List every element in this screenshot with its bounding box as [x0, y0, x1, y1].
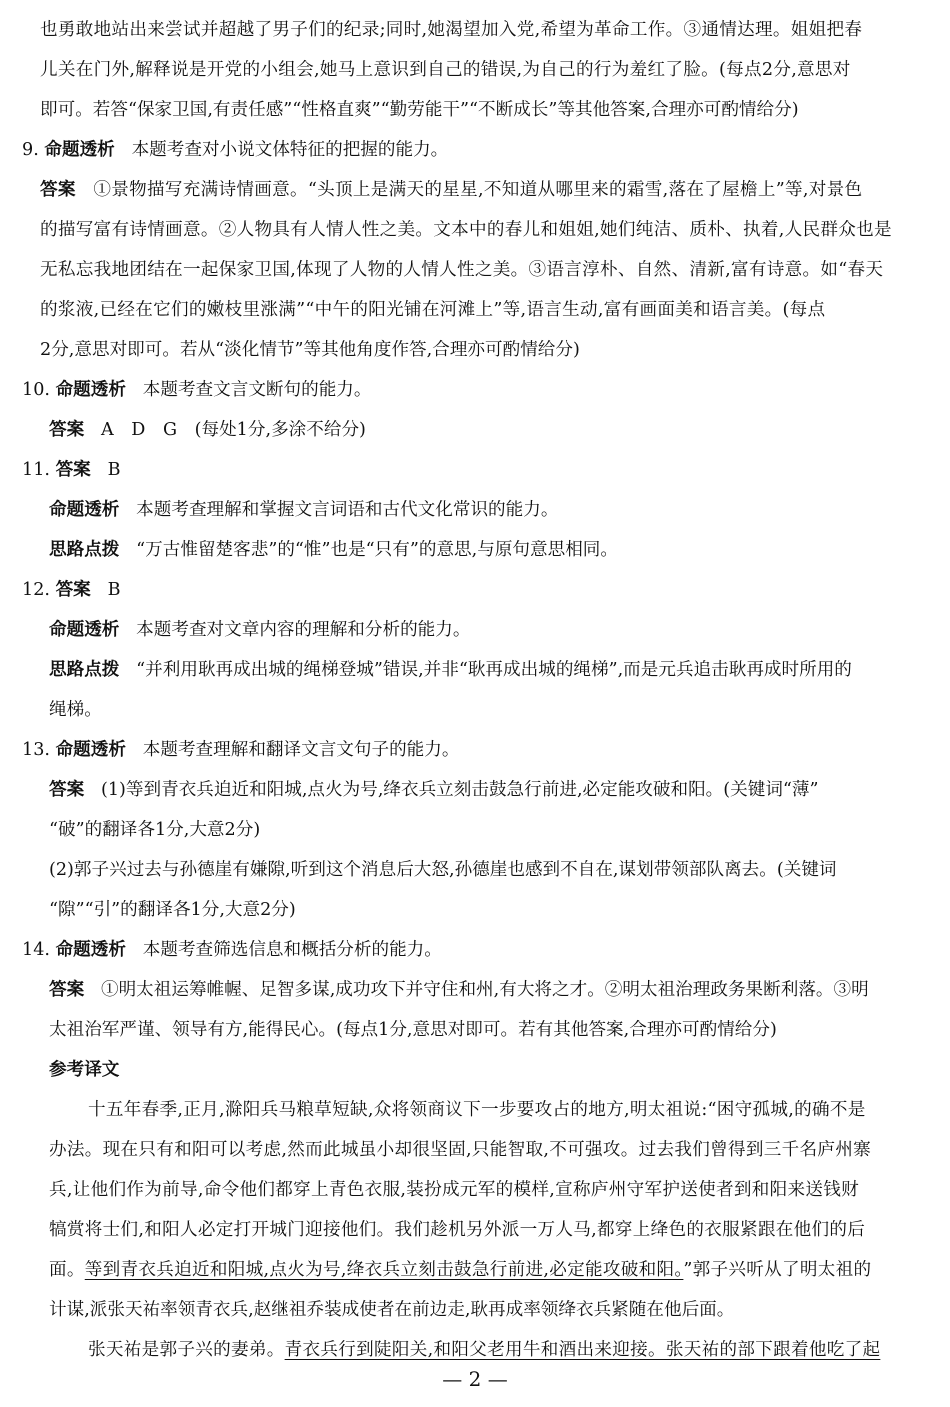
answer-label: 答案: [55, 460, 91, 480]
question-14: [22, 938, 442, 962]
answer-line: [49, 778, 819, 802]
reference-translation-title: 参考译文: [49, 1060, 120, 1080]
answer-text: ①明太祖运筹帷幄、足智多谋,成功攻下并守住和州,有大将之才。②明太祖治理政务果断利落。③明: [100, 980, 869, 1000]
translation-text: 面。: [49, 1260, 85, 1280]
answer-text: A D G (每处1分,多涂不给分): [100, 420, 366, 440]
answer-line: [49, 978, 869, 1002]
section-text: 本题考查理解和翻译文言文句子的能力。: [142, 740, 460, 760]
tip-text: “并利用耿再成出城的绳梯登城”错误,并非“耿再成出城的绳梯”,而是元兵追击耿再成时所用的: [136, 660, 852, 680]
text-line: “隙”“引”的翻译各1分,大意2分): [49, 900, 296, 920]
question-number: 11.: [22, 460, 50, 480]
answer-line: [49, 418, 366, 442]
section-text: 本题考查理解和掌握文言词语和古代文化常识的能力。: [136, 500, 559, 520]
text-line: (2)郭子兴过去与孙德崖有嫌隙,听到这个消息后大怒,孙德崖也感到不自在,谋划带领部队离去。(关键词: [49, 860, 837, 880]
tip-label: 思路点拨: [49, 540, 120, 560]
text-line: 无私忘我地团结在一起保家卫国,体现了人物的人情人性之美。③语言淳朴、自然、清新,富有诗意。如“春天: [40, 260, 884, 280]
section-label: 命题透析: [55, 940, 126, 960]
translation-line: 兵,让他们作为前导,命令他们都穿上青色衣服,装扮成元军的模样,宣称庐州守军护送使者到和阳来送钱财: [49, 1180, 859, 1200]
section-label: 命题透析: [55, 380, 126, 400]
section-text: 本题考查对小说文体特征的把握的能力。: [131, 140, 449, 160]
answer-text: B: [107, 460, 121, 480]
question-number: 9.: [22, 140, 39, 160]
question-9: [22, 138, 448, 162]
translation-text: ”郭子兴听从了明太祖的: [683, 1260, 872, 1280]
translation-line: 办法。现在只有和阳可以考虑,然而此城虽小却很坚固,只能智取,不可强攻。过去我们曾得到三千名庐州寨: [49, 1140, 871, 1160]
translation-text: 张天祐是郭子兴的妻弟。: [88, 1340, 285, 1360]
question-number: 10.: [22, 380, 50, 400]
text-line: 儿关在门外,解释说是开党的小组会,她马上意识到自己的错误,为自己的行为羞红了脸。(每点2分,意思对: [40, 60, 851, 80]
answer-label: 答案: [55, 580, 91, 600]
answer-line: [40, 178, 862, 202]
translation-line: 十五年春季,正月,滁阳兵马粮草短缺,众将领商议下一步要攻占的地方,明太祖说:“困守孤城,的确不是: [88, 1100, 866, 1120]
section-text: 本题考查文言文断句的能力。: [142, 380, 372, 400]
answer-label: 答案: [40, 180, 76, 200]
tip-line: [49, 538, 618, 562]
question-11: [22, 458, 121, 482]
translation-line: 犒赏将士们,和阳人必定打开城门迎接他们。我们趁机另外派一万人马,都穿上绛色的衣服紧跟在他们的后: [49, 1220, 866, 1240]
answer-text: B: [107, 580, 121, 600]
underlined-sentence: 等到青衣兵迫近和阳城,点火为号,绛衣兵立刻击鼓急行前进,必定能攻破和阳。: [84, 1260, 684, 1280]
answer-text: ①景物描写充满诗情画意。“头顶上是满天的星星,不知道从哪里来的霜雪,落在了屋檐上”等,对景色: [93, 180, 863, 200]
translation-line: 计谋,派张天祐率领青衣兵,赵继祖乔装成使者在前边走,耿再成率领绛衣兵紧随在他后面。: [49, 1300, 735, 1320]
answer-label: 答案: [49, 780, 85, 800]
translation-line: [88, 1338, 880, 1362]
question-12: [22, 578, 121, 602]
tip-text: “万古惟留楚客悲”的“惟”也是“只有”的意思,与原句意思相同。: [136, 540, 618, 560]
question-13: [22, 738, 459, 762]
text-line: 的描写富有诗情画意。②人物具有人情人性之美。文本中的春儿和姐姐,她们纯洁、质朴、执着,人民群众也是: [40, 220, 892, 240]
tip-line: [49, 658, 852, 682]
question-number: 12.: [22, 580, 50, 600]
question-number: 13.: [22, 740, 50, 760]
text-line: 绳梯。: [49, 700, 102, 720]
text-line: 也勇敢地站出来尝试并超越了男子们的纪录;同时,她渴望加入党,希望为革命工作。③通情达理。姐姐把春: [40, 20, 863, 40]
section-text: 本题考查筛选信息和概括分析的能力。: [142, 940, 442, 960]
text-line: “破”的翻译各1分,大意2分): [49, 820, 261, 840]
text-line: 的浆液,已经在它们的嫩枝里涨满”“中午的阳光铺在河滩上”等,语言生动,富有画面美和语言美。(每点: [40, 300, 826, 320]
analysis-line: [49, 498, 558, 522]
underlined-sentence: 青衣兵行到陡阳关,和阳父老用牛和酒出来迎接。张天祐的部下跟着他吃了起: [284, 1340, 881, 1360]
translation-line: [49, 1258, 871, 1282]
page-number: — 2 —: [442, 1367, 508, 1391]
text-line: 2分,意思对即可。若从“淡化情节”等其他角度作答,合理亦可酌情给分): [40, 340, 580, 360]
text-line: 即可。若答“保家卫国,有责任感”“性格直爽”“勤劳能干”“不断成长”等其他答案,合理亦可酌情给分): [40, 100, 799, 120]
section-label: 命题透析: [44, 140, 115, 160]
answer-text: (1)等到青衣兵迫近和阳城,点火为号,绛衣兵立刻击鼓急行前进,必定能攻破和阳。(关键词“薄”: [100, 780, 819, 800]
section-label: 命题透析: [49, 620, 120, 640]
section-label: 命题透析: [49, 500, 120, 520]
section-label: 命题透析: [55, 740, 126, 760]
tip-label: 思路点拨: [49, 660, 120, 680]
text-line: 太祖治军严谨、领导有方,能得民心。(每点1分,意思对即可。若有其他答案,合理亦可酌情给分): [49, 1020, 777, 1040]
answer-label: 答案: [49, 980, 85, 1000]
question-10: [22, 378, 371, 402]
section-text: 本题考查对文章内容的理解和分析的能力。: [136, 620, 471, 640]
analysis-line: [49, 618, 470, 642]
answer-label: 答案: [49, 420, 85, 440]
question-number: 14.: [22, 940, 50, 960]
